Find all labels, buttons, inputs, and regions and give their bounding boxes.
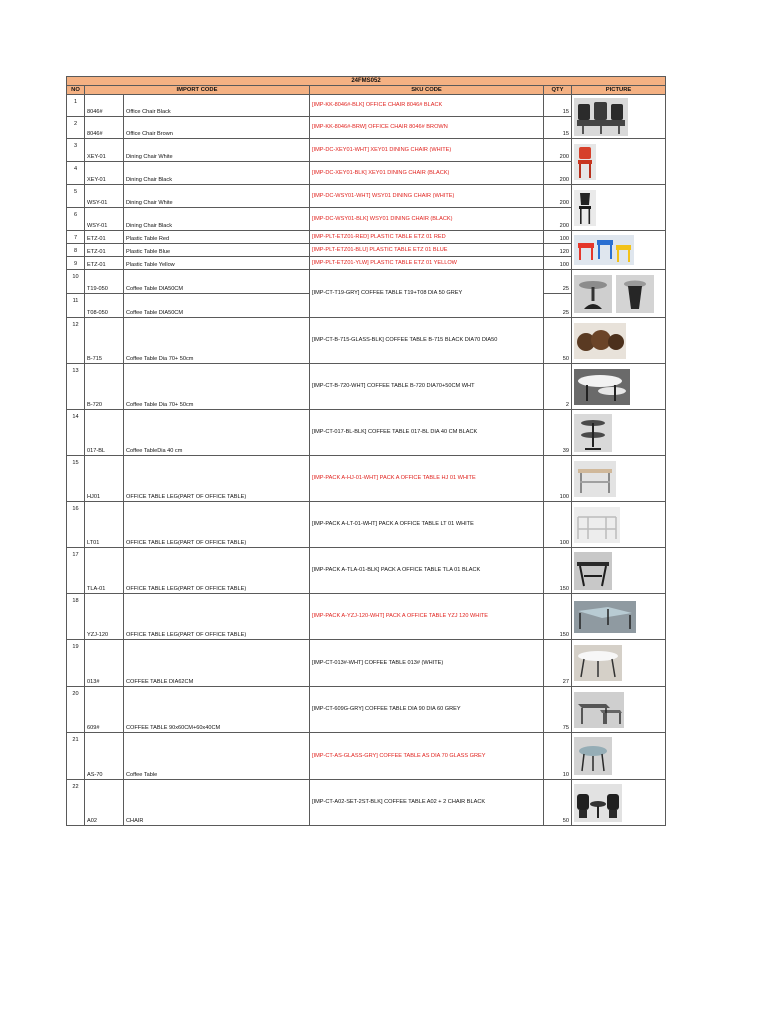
- row-number: 22: [67, 780, 85, 826]
- quantity: 120: [544, 244, 572, 257]
- item-description: Dining Chair Black: [124, 162, 310, 185]
- import-code: B-715: [85, 318, 124, 364]
- white-nesting-tables-photo-icon: [574, 369, 630, 405]
- picture-cell: [572, 733, 666, 780]
- office-table-leg-photo-icon: [574, 461, 616, 497]
- quantity: 100: [544, 231, 572, 244]
- table-row: [67, 318, 666, 364]
- item-description: Plastic Table Blue: [124, 244, 310, 257]
- white-frame-leg-photo-icon: [574, 507, 620, 543]
- item-description: Plastic Table Red: [124, 231, 310, 244]
- import-code: WSY-01: [85, 185, 124, 208]
- picture-cell: [572, 780, 666, 826]
- table-row: [67, 733, 666, 780]
- quantity: 50: [544, 318, 572, 364]
- import-code: TLA-01: [85, 548, 124, 594]
- quantity: 100: [544, 502, 572, 548]
- import-code: ETZ-01: [85, 244, 124, 257]
- import-code: A02: [85, 780, 124, 826]
- picture-cell: [572, 231, 666, 270]
- sku-code: [IMP-PACK A-LT-01-WHT] PACK A OFFICE TABLE LT 01 WHITE: [310, 502, 544, 548]
- import-code: WSY-01: [85, 208, 124, 231]
- picture-cell: [572, 364, 666, 410]
- quantity: 100: [544, 257, 572, 270]
- sku-code: [IMP-CT-017-BL-BLK] COFFEE TABLE 017-BL DIA 40 CM BLACK: [310, 410, 544, 456]
- import-code: ETZ-01: [85, 257, 124, 270]
- table-row: [67, 780, 666, 826]
- row-number: 5: [67, 185, 85, 208]
- black-dining-chair-photo-icon: [574, 190, 596, 226]
- sku-code: [IMP-DC-WSY01-WHT] WSY01 DINING CHAIR (WHITE): [310, 185, 544, 208]
- black-table-leg-photo-icon: [574, 552, 612, 590]
- quantity: 200: [544, 162, 572, 185]
- black-coffee-table-photo-icon: [616, 275, 654, 313]
- row-number: 15: [67, 456, 85, 502]
- row-number: 9: [67, 257, 85, 270]
- sku-code: [IMP-CT-B-720-WHT] COFFEE TABLE B-720 DIA70+50CM WHT: [310, 364, 544, 410]
- sku-code: [IMP-PLT-ETZ01-RED] PLASTIC TABLE ETZ 01 RED: [310, 231, 544, 244]
- import-code: T08-050: [85, 294, 124, 318]
- picture-cell: [572, 502, 666, 548]
- chair-set-photo-icon: [574, 784, 622, 822]
- table-row: [67, 231, 666, 244]
- picture-cell: [572, 594, 666, 640]
- sku-code: [IMP-CT-T19-GRY] COFFEE TABLE T19+T08 DIA 50 GREY: [310, 270, 544, 318]
- sku-code: [IMP-DC-XEY01-BLK] XEY01 DINING CHAIR (BLACK): [310, 162, 544, 185]
- import-code: 017-BL: [85, 410, 124, 456]
- quantity: 10: [544, 733, 572, 780]
- quantity: 2: [544, 364, 572, 410]
- sku-code: [IMP-DC-XEY01-WHT] XEY01 DINING CHAIR (WHITE): [310, 139, 544, 162]
- header-import-code: IMPORT CODE: [85, 86, 310, 95]
- picture-cell: [572, 687, 666, 733]
- import-code: 013#: [85, 640, 124, 687]
- import-code: XEY-01: [85, 162, 124, 185]
- quantity: 100: [544, 456, 572, 502]
- row-number: 4: [67, 162, 85, 185]
- tiered-side-table-photo-icon: [574, 414, 612, 452]
- quantity: 200: [544, 185, 572, 208]
- import-code: LT01: [85, 502, 124, 548]
- picture-cell: [572, 185, 666, 231]
- sku-code: [IMP-CT-A02-SET-2ST-BLK] COFFEE TABLE A02 + 2 CHAIR BLACK: [310, 780, 544, 826]
- table-row: [67, 640, 666, 687]
- import-code: 609#: [85, 687, 124, 733]
- table-row: [67, 185, 666, 208]
- sheet-title: 24FMS052: [67, 77, 666, 86]
- item-description: Coffee Table Dia 70+ 50cm: [124, 318, 310, 364]
- sku-code: [IMP-DC-WSY01-BLK] WSY01 DINING CHAIR (BLACK): [310, 208, 544, 231]
- row-number: 6: [67, 208, 85, 231]
- round-coffee-table-photo-icon: [574, 275, 612, 313]
- row-number: 12: [67, 318, 85, 364]
- import-code: HJ01: [85, 456, 124, 502]
- item-description: CHAIR: [124, 780, 310, 826]
- white-round-coffee-table-photo-icon: [574, 645, 622, 681]
- quantity: 200: [544, 139, 572, 162]
- sku-code: [IMP-CT-AS-GLASS-GRY] COFFEE TABLE AS DIA 70 GLASS GREY: [310, 733, 544, 780]
- picture-cell: [572, 640, 666, 687]
- row-number: 7: [67, 231, 85, 244]
- sku-code: [IMP-PLT-ETZ01-BLU] PLASTIC TABLE ETZ 01 BLUE: [310, 244, 544, 257]
- quantity: 25: [544, 270, 572, 294]
- picture-cell: [572, 95, 666, 139]
- red-dining-chair-photo-icon: [574, 144, 596, 180]
- picture-cell: [572, 410, 666, 456]
- table-row: [67, 139, 666, 162]
- table-row: [67, 502, 666, 548]
- item-description: Coffee Table DIA50CM: [124, 294, 310, 318]
- quantity: 50: [544, 780, 572, 826]
- rect-coffee-table-photo-icon: [574, 692, 624, 728]
- item-description: OFFICE TABLE LEG(PART OF OFFICE TABLE): [124, 548, 310, 594]
- row-number: 11: [67, 294, 85, 318]
- import-code: YZJ-120: [85, 594, 124, 640]
- sku-code: [IMP-PACK A-HJ-01-WHT] PACK A OFFICE TABLE HJ 01 WHITE: [310, 456, 544, 502]
- item-description: Dining Chair White: [124, 185, 310, 208]
- table-row: [67, 687, 666, 733]
- row-number: 2: [67, 117, 85, 139]
- header-qty: QTY: [544, 86, 572, 95]
- quantity: 150: [544, 548, 572, 594]
- sku-code: [IMP-KK-8046#-BLK] OFFICE CHAIR 8046# BLACK: [310, 95, 544, 117]
- header-sku-code: SKU CODE: [310, 86, 544, 95]
- picture-cell: [572, 270, 666, 318]
- row-number: 19: [67, 640, 85, 687]
- item-description: OFFICE TABLE LEG(PART OF OFFICE TABLE): [124, 594, 310, 640]
- item-description: Office Chair Brown: [124, 117, 310, 139]
- sku-code: [IMP-CT-609G-GRY] COFFEE TABLE DIA 90 DIA 60 GREY: [310, 687, 544, 733]
- item-description: Office Chair Black: [124, 95, 310, 117]
- quantity: 15: [544, 117, 572, 139]
- header-picture: PICTURE: [572, 86, 666, 95]
- table-row: [67, 410, 666, 456]
- item-description: Coffee Table DIA50CM: [124, 270, 310, 294]
- sku-code: [IMP-CT-013#-WHT] COFFEE TABLE 013# (WHITE): [310, 640, 544, 687]
- header-no: NO: [67, 86, 85, 95]
- quantity: 27: [544, 640, 572, 687]
- quantity: 150: [544, 594, 572, 640]
- row-number: 10: [67, 270, 85, 294]
- wooden-coffee-tables-photo-icon: [574, 323, 626, 359]
- sku-code: [IMP-CT-B-715-GLASS-BLK] COFFEE TABLE B-715 BLACK DIA70 DIA50: [310, 318, 544, 364]
- row-number: 13: [67, 364, 85, 410]
- row-number: 14: [67, 410, 85, 456]
- quantity: 75: [544, 687, 572, 733]
- table-row: [67, 95, 666, 117]
- row-number: 18: [67, 594, 85, 640]
- sku-code: [IMP-PACK A-TLA-01-BLK] PACK A OFFICE TABLE TLA 01 BLACK: [310, 548, 544, 594]
- glass-round-coffee-table-photo-icon: [574, 737, 612, 775]
- sku-code: [IMP-KK-8046#-BRW] OFFICE CHAIR 8046# BROWN: [310, 117, 544, 139]
- picture-cell: [572, 456, 666, 502]
- item-description: OFFICE TABLE LEG(PART OF OFFICE TABLE): [124, 502, 310, 548]
- item-description: Coffee Table Dia 70+ 50cm: [124, 364, 310, 410]
- import-code: B-720: [85, 364, 124, 410]
- header-row: [67, 86, 666, 95]
- row-number: 8: [67, 244, 85, 257]
- table-row: [67, 364, 666, 410]
- import-code: 8046#: [85, 117, 124, 139]
- import-code: ETZ-01: [85, 231, 124, 244]
- plastic-tables-photo-icon: [574, 235, 634, 265]
- sheet-title-row: [67, 77, 666, 86]
- table-row: [67, 548, 666, 594]
- row-number: 16: [67, 502, 85, 548]
- table-row: [67, 270, 666, 294]
- item-description: Plastic Table Yellow: [124, 257, 310, 270]
- sku-code: [IMP-PACK A-YZJ-120-WHT] PACK A OFFICE TABLE YZJ 120 WHITE: [310, 594, 544, 640]
- quantity: 39: [544, 410, 572, 456]
- row-number: 3: [67, 139, 85, 162]
- item-description: COFFEE TABLE DIA62CM: [124, 640, 310, 687]
- import-code: XEY-01: [85, 139, 124, 162]
- table-row: [67, 456, 666, 502]
- sku-code: [IMP-PLT-ETZ01-YLW] PLASTIC TABLE ETZ 01 YELLOW: [310, 257, 544, 270]
- picture-cell: [572, 548, 666, 594]
- import-code: 8046#: [85, 95, 124, 117]
- office-chair-photo-icon: [574, 98, 628, 136]
- item-description: Coffee TableDia 40 cm: [124, 410, 310, 456]
- row-number: 17: [67, 548, 85, 594]
- row-number: 21: [67, 733, 85, 780]
- import-code: AS-70: [85, 733, 124, 780]
- item-description: Coffee Table: [124, 733, 310, 780]
- item-description: Dining Chair Black: [124, 208, 310, 231]
- quantity: 25: [544, 294, 572, 318]
- import-code: T19-050: [85, 270, 124, 294]
- import-sheet-table: [66, 76, 666, 826]
- picture-cell: [572, 318, 666, 364]
- quantity: 200: [544, 208, 572, 231]
- row-number: 20: [67, 687, 85, 733]
- item-description: Dining Chair White: [124, 139, 310, 162]
- item-description: OFFICE TABLE LEG(PART OF OFFICE TABLE): [124, 456, 310, 502]
- picture-cell: [572, 139, 666, 185]
- quantity: 15: [544, 95, 572, 117]
- item-description: COFFEE TABLE 90x60CM+60x40CM: [124, 687, 310, 733]
- row-number: 1: [67, 95, 85, 117]
- table-row: [67, 594, 666, 640]
- glass-office-table-photo-icon: [574, 601, 636, 633]
